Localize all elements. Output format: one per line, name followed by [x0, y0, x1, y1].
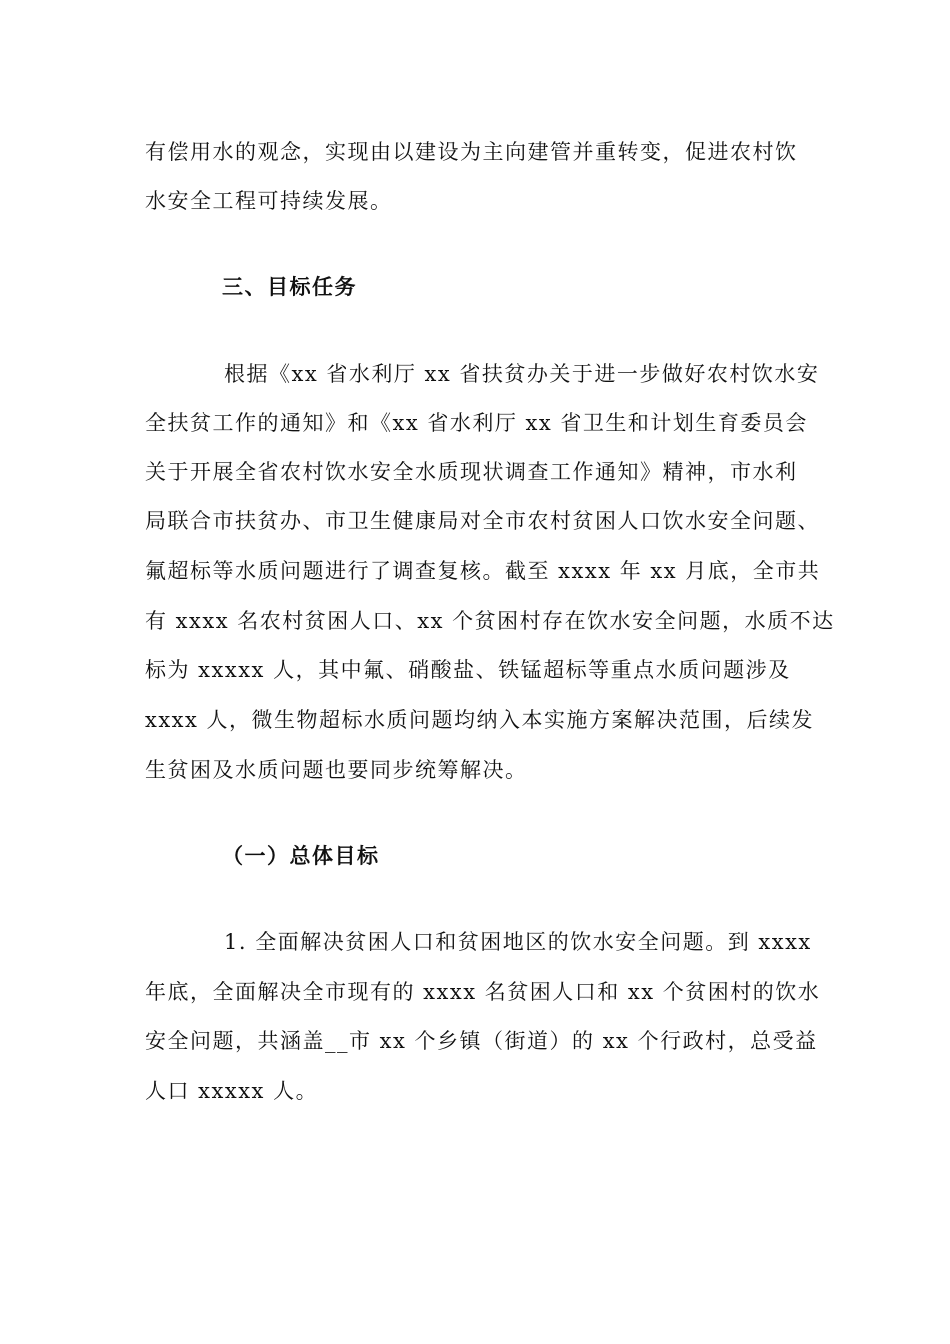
section-heading: 三、目标任务: [222, 275, 357, 299]
paragraph-line: 氟超标等水质问题进行了调查复核。截至 xxxx 年 xx 月底，全市共: [145, 559, 821, 583]
paragraph-line: 根据《xx 省水利厅 xx 省扶贫办关于进一步做好农村饮水安: [224, 362, 820, 386]
paragraph-line: xxxx 人，微生物超标水质问题均纳入本实施方案解决范围，后续发: [145, 708, 815, 732]
paragraph-line: 关于开展全省农村饮水安全水质现状调查工作通知》精神，市水利: [145, 460, 798, 484]
paragraph-line: 生贫困及水质问题也要同步统筹解决。: [145, 758, 528, 782]
paragraph-line: 水安全工程可持续发展。: [145, 189, 393, 213]
paragraph-line: 安全问题，共涵盖__市 xx 个乡镇（街道）的 xx 个行政村，总受益: [145, 1029, 818, 1053]
paragraph-line: 局联合市扶贫办、市卫生健康局对全市农村贫困人口饮水安全问题、: [145, 509, 820, 533]
paragraph-line: 全扶贫工作的通知》和《xx 省水利厅 xx 省卫生和计划生育委员会: [145, 411, 808, 435]
paragraph-line: 年底，全面解决全市现有的 xxxx 名贫困人口和 xx 个贫困村的饮水: [145, 980, 821, 1004]
paragraph-line: 标为 xxxxx 人，其中氟、硝酸盐、铁锰超标等重点水质问题涉及: [145, 658, 791, 682]
paragraph-line: 有 xxxx 名农村贫困人口、xx 个贫困村存在饮水安全问题，水质不达: [145, 609, 835, 633]
paragraph-line: 1. 全面解决贫困人口和贫困地区的饮水安全问题。到 xxxx: [224, 930, 812, 954]
paragraph-line: 人口 xxxxx 人。: [145, 1079, 319, 1103]
subsection-heading: （一）总体目标: [222, 844, 380, 868]
paragraph-line: 有偿用水的观念，实现由以建设为主向建管并重转变，促进农村饮: [145, 140, 798, 164]
